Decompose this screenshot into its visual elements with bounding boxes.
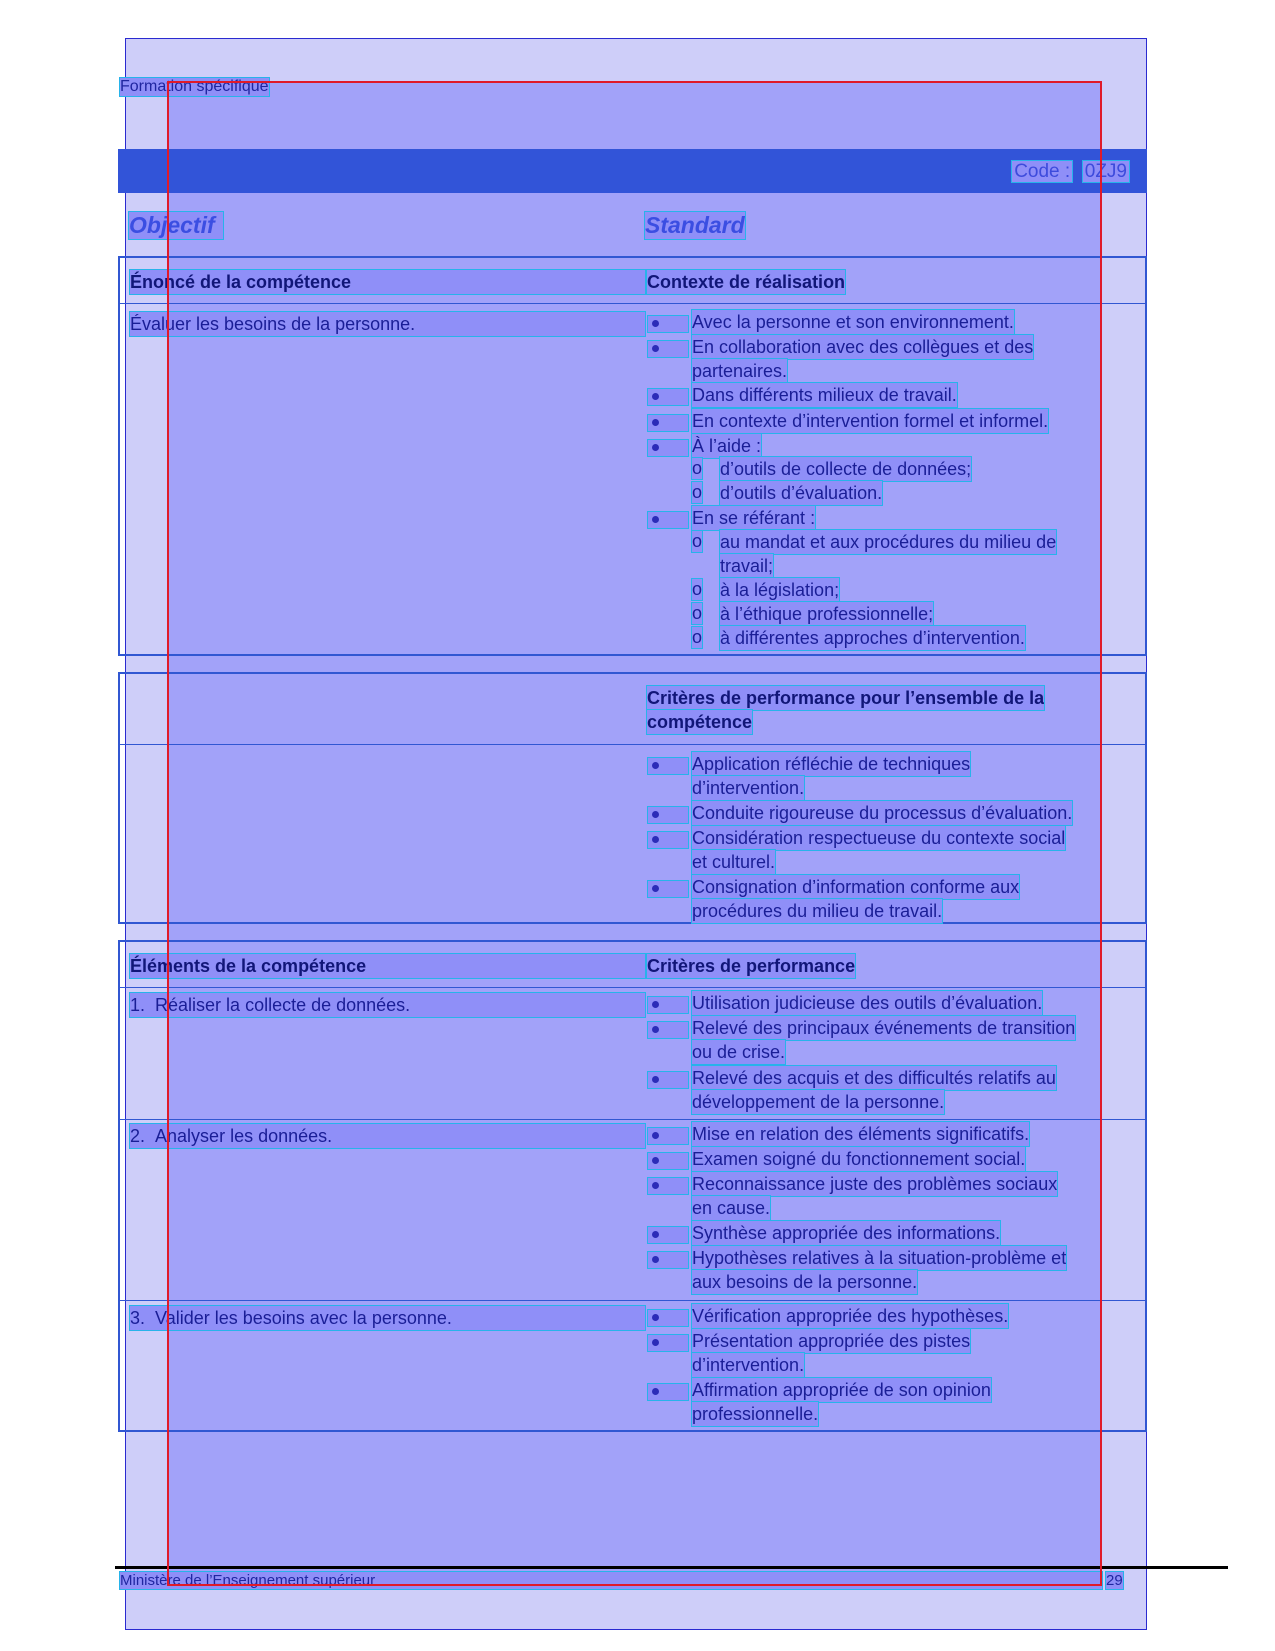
sub-bullet-icon: o xyxy=(692,627,703,647)
criteria-item: Considération respectueuse du contexte social xyxy=(692,828,1066,848)
criteria-item: Présentation appropriée des pistes xyxy=(692,1331,971,1351)
criteria-item-cont: aux besoins de la personne. xyxy=(692,1272,918,1292)
criteria-item: Relevé des principaux événements de transition xyxy=(692,1018,1076,1038)
criteria-item: Hypothèses relatives à la situation-problème et xyxy=(692,1248,1067,1268)
element-row-1: 1. Réaliser la collecte de données. xyxy=(130,993,645,1017)
criteria-item: Mise en relation des éléments significatifs. xyxy=(692,1124,1030,1144)
layout-frame xyxy=(167,81,1102,1586)
criteria-item-cont: et culturel. xyxy=(692,852,776,872)
criteria-item-cont: d’intervention. xyxy=(692,778,805,798)
program-code: Code : 0ZJ9 xyxy=(1014,161,1127,182)
context-item: Avec la personne et son environnement. xyxy=(692,312,1014,332)
criteria-item-cont: d’intervention. xyxy=(692,1355,805,1375)
standard-title: Standard xyxy=(645,212,745,238)
context-subitem: à l’éthique professionnelle; xyxy=(720,604,934,624)
criteria-item: Reconnaissance juste des problèmes sociaux xyxy=(692,1174,1058,1194)
context-subitem: d’outils d’évaluation. xyxy=(720,483,883,503)
element-row-2: 2. Analyser les données. xyxy=(130,1124,645,1148)
criteria-item: Utilisation judicieuse des outils d’évaluation. xyxy=(692,993,1043,1013)
page-number: 29 xyxy=(1106,1572,1123,1589)
context-item: Dans différents milieux de travail. xyxy=(692,385,957,405)
sub-bullet-icon: o xyxy=(692,603,703,623)
criteria-item-cont: professionnelle. xyxy=(692,1404,819,1424)
context-subitem: au mandat et aux procédures du milieu de xyxy=(720,532,1057,552)
context-item: En collaboration avec des collègues et des xyxy=(692,337,1034,357)
context-subitem: à différentes approches d’intervention. xyxy=(720,628,1025,648)
criteria-item-cont: procédures du milieu de travail. xyxy=(692,901,943,921)
criteria-item: Application réfléchie de techniques xyxy=(692,754,971,774)
context-subitem-cont: travail; xyxy=(720,556,774,576)
enonce-heading: Énoncé de la compétence xyxy=(130,270,645,294)
footer-ministry: Ministère de l’Enseignement supérieur xyxy=(120,1572,1102,1589)
criteria-item: Examen soigné du fonctionnement social. xyxy=(692,1149,1026,1169)
criteria-item: Vérification appropriée des hypothèses. xyxy=(692,1306,1009,1326)
sub-bullet-icon: o xyxy=(692,579,703,599)
context-subitem: d’outils de collecte de données; xyxy=(720,459,972,479)
context-item-cont: partenaires. xyxy=(692,361,788,381)
objective-title: Objectif xyxy=(129,212,223,239)
criteria-item: Synthèse appropriée des informations. xyxy=(692,1223,1001,1243)
criteria-item: Consignation d’information conforme aux xyxy=(692,877,1020,897)
sub-bullet-icon: o xyxy=(692,458,703,478)
context-subitem: à la législation; xyxy=(720,580,840,600)
running-head: Formation spécifique xyxy=(120,78,269,95)
context-item: En se référant : xyxy=(692,508,816,528)
performance-heading: Critères de performance xyxy=(647,956,856,976)
criteria-item-cont: en cause. xyxy=(692,1198,771,1218)
context-item: À l’aide : xyxy=(692,436,762,456)
criteria-item: Affirmation appropriée de son opinion xyxy=(692,1380,991,1400)
elements-heading: Éléments de la compétence xyxy=(130,954,645,978)
criteria-item-cont: développement de la personne. xyxy=(692,1092,945,1112)
sub-bullet-icon: o xyxy=(692,531,703,551)
sub-bullet-icon: o xyxy=(692,482,703,502)
context-heading: Contexte de réalisation xyxy=(647,272,846,292)
criteria-item: Conduite rigoureuse du processus d’évaluation. xyxy=(692,803,1073,823)
competence-statement: Évaluer les besoins de la personne. xyxy=(130,312,645,336)
criteria-item-cont: ou de crise. xyxy=(692,1042,786,1062)
criteria-overall-heading-cont: compétence xyxy=(647,712,753,732)
criteria-overall-heading: Critères de performance pour l’ensemble de la xyxy=(647,688,1045,708)
criteria-item: Relevé des acquis et des difficultés relatifs au xyxy=(692,1068,1056,1088)
context-item: En contexte d’intervention formel et informel. xyxy=(692,411,1049,431)
element-row-3: 3. Valider les besoins avec la personne. xyxy=(130,1306,645,1330)
